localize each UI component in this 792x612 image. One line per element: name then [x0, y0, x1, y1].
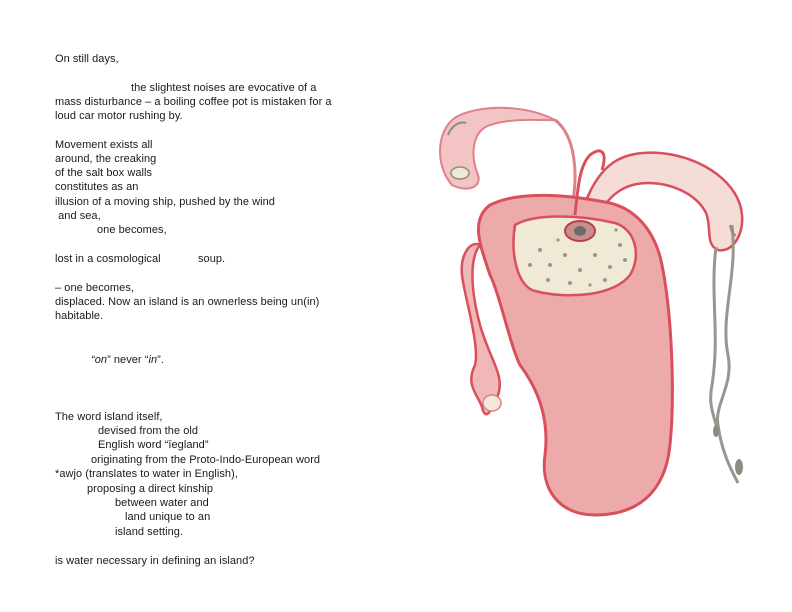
poem-line: On still days, — [55, 53, 119, 65]
poem-line: between water and — [115, 497, 209, 509]
poem-line: constitutes as an — [55, 181, 139, 193]
watercolor-illustration — [420, 95, 760, 535]
poem-line: habitable. — [55, 310, 104, 322]
poem-line: and sea, — [55, 210, 101, 222]
quote-open: “ — [91, 354, 95, 366]
poem-line: – one becomes, — [55, 282, 134, 294]
grey-drop — [713, 425, 719, 437]
poem-line: illusion of a moving ship, pushed by the wind — [55, 196, 275, 208]
poem-line: originating from the Proto-Indo-European word — [91, 454, 321, 466]
poem-line: devised from the old — [98, 425, 199, 437]
poem-line: displaced. Now an island is an ownerless being un(in) — [55, 296, 320, 308]
poem-line: Movement exists all — [55, 139, 153, 151]
grey-string-left — [711, 247, 716, 425]
grey-drop — [735, 459, 743, 475]
poem-line: island setting. — [115, 526, 184, 538]
poem-line: is water necessary in defining an island? — [55, 555, 255, 567]
poem-line: mass disturbance – a boiling coffee pot is mistaken for a — [55, 96, 332, 108]
poem-line: English word “īegland” — [98, 439, 209, 451]
poem-line: land unique to an — [125, 511, 211, 523]
poem-line: proposing a direct kinship — [87, 483, 214, 495]
pupil-inner — [574, 226, 586, 236]
quote-close: ”. — [157, 354, 164, 366]
left-hook-eye — [451, 167, 469, 179]
poem-line: of the salt box walls — [55, 167, 153, 179]
poem-line-on-never-in — [91, 353, 164, 367]
word-on: on — [94, 354, 108, 366]
poem-line: soup. — [198, 253, 226, 265]
poem-line: The word island itself, — [55, 411, 163, 423]
poem-line: *awjo (translates to water in English), — [55, 468, 238, 480]
quote-mid: ” never “ — [107, 354, 149, 366]
poem-line: loud car motor rushing by. — [55, 110, 183, 122]
poem-line: the slightest noises are evocative of a — [131, 82, 317, 94]
word-in: in — [148, 354, 158, 366]
lower-arm-bulb — [483, 395, 501, 411]
grey-string-right — [717, 225, 738, 483]
poem-line: around, the creaking — [55, 153, 157, 165]
poem-line: one becomes, — [97, 224, 167, 236]
poem-line: lost in a cosmological — [55, 253, 161, 265]
